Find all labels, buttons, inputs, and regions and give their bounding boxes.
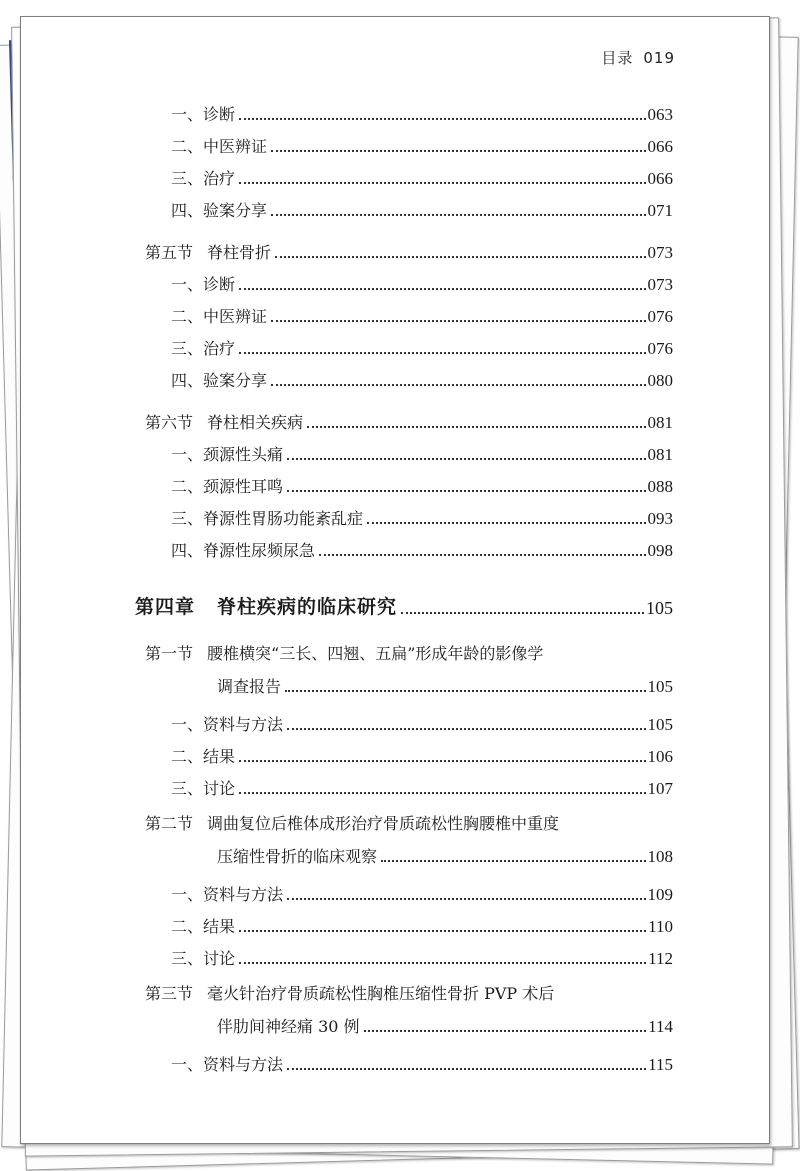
dot-leader (381, 860, 645, 862)
entry-page-number: 063 (647, 105, 673, 124)
toc-entry[interactable] (21, 471, 673, 497)
entry-title: 一、颈源性头痛 (171, 445, 284, 464)
toc-entry[interactable] (21, 439, 673, 465)
entry-page-number: 107 (647, 779, 673, 798)
section-number: 第五节 (145, 243, 194, 262)
dot-leader (271, 214, 645, 216)
entry-page-number: 114 (648, 1017, 673, 1036)
toc-entry[interactable] (21, 535, 673, 561)
entry-title: 四、脊源性尿频尿急 (171, 541, 316, 560)
toc-entry[interactable] (21, 741, 673, 767)
chapter-title (21, 592, 397, 619)
dot-leader (239, 760, 645, 762)
section-number: 第三节 (145, 984, 194, 1003)
dot-leader (287, 898, 645, 900)
entry-page-number: 076 (647, 339, 673, 358)
toc-entry[interactable] (21, 841, 673, 867)
toc-entry[interactable] (21, 1011, 673, 1037)
toc-page (20, 16, 770, 1144)
toc-entry[interactable] (21, 237, 673, 263)
entry-title: 三、讨论 (171, 779, 236, 798)
dot-leader (401, 612, 644, 614)
header-page-number: 019 (643, 49, 675, 67)
dot-leader (239, 352, 645, 354)
entry-title: 三、脊源性胃肠功能紊乱症 (171, 509, 364, 528)
section-name-continued: 伴肋间神经痛 30 例 (217, 1017, 360, 1036)
section-number: 第六节 (145, 413, 194, 432)
section-number: 第一节 (145, 644, 194, 663)
dot-leader (239, 930, 646, 932)
dot-leader (271, 320, 645, 322)
dot-leader (287, 728, 645, 730)
toc-entry[interactable] (21, 879, 673, 905)
dot-leader (239, 792, 645, 794)
entry-title: 一、资料与方法 (171, 1055, 284, 1074)
section-name: 脊柱骨折 (207, 243, 272, 262)
entry-page-number: 098 (647, 541, 673, 560)
toc-entry[interactable] (21, 131, 673, 157)
chapter-name: 脊柱疾病的临床研究 (217, 596, 398, 618)
entry-page-number: 073 (647, 275, 673, 294)
entry-page-number: 080 (647, 371, 673, 390)
header-label: 目录 (601, 49, 634, 67)
entry-title: 三、讨论 (171, 949, 236, 968)
section-name-continued: 调查报告 (217, 677, 282, 696)
chapter-number: 第四章 (135, 596, 196, 618)
toc-entry[interactable] (21, 365, 673, 391)
section-name: 脊柱相关疾病 (207, 413, 304, 432)
section-title[interactable] (145, 981, 554, 1004)
entry-title: 一、资料与方法 (171, 885, 284, 904)
toc-entry[interactable] (21, 301, 673, 327)
toc-entry[interactable] (21, 709, 673, 735)
entry-title: 三、治疗 (171, 169, 236, 188)
entry-title: 二、中医辨证 (171, 137, 268, 156)
toc-entry[interactable] (21, 943, 673, 969)
entry-page-number: 071 (647, 201, 673, 220)
dot-leader (271, 384, 645, 386)
entry-page-number: 076 (647, 307, 673, 326)
entry-page-number: 066 (647, 137, 673, 156)
toc-entry[interactable] (21, 773, 673, 799)
entry-page-number: 115 (648, 1055, 673, 1074)
entry-title: 一、资料与方法 (171, 715, 284, 734)
dot-leader (239, 182, 645, 184)
toc-entry[interactable] (21, 407, 673, 433)
toc-entry[interactable] (21, 671, 673, 697)
section-title (21, 410, 303, 433)
entry-title: 二、颈源性耳鸣 (171, 477, 284, 496)
entry-title: 二、结果 (171, 747, 236, 766)
section-name: 调曲复位后椎体成形治疗骨质疏松性胸腰椎中重度 (207, 814, 560, 833)
section-name-continued: 压缩性骨折的临床观察 (217, 847, 378, 866)
section-title[interactable] (145, 811, 559, 834)
dot-leader (287, 1068, 646, 1070)
section-name: 腰椎横突“三长、四翘、五扁”形成年龄的影像学 (207, 644, 544, 663)
entry-page-number: 105 (646, 598, 673, 618)
toc-entry[interactable] (21, 269, 673, 295)
entry-title: 二、结果 (171, 917, 236, 936)
entry-page-number: 066 (647, 169, 673, 188)
entry-title: 四、验案分享 (171, 371, 268, 390)
entry-page-number: 105 (647, 677, 673, 696)
toc-entry[interactable] (21, 1049, 673, 1075)
section-title[interactable] (145, 641, 543, 664)
entry-title: 二、中医辨证 (171, 307, 268, 326)
entry-title: 四、验案分享 (171, 201, 268, 220)
section-name: 毫火针治疗骨质疏松性胸椎压缩性骨折 PVP 术后 (207, 984, 555, 1003)
entry-page-number: 106 (647, 747, 673, 766)
entry-page-number: 093 (647, 509, 673, 528)
dot-leader (285, 690, 645, 692)
entry-title: 三、治疗 (171, 339, 236, 358)
dot-leader (239, 118, 645, 120)
entry-page-number: 108 (647, 847, 673, 866)
entry-page-number: 081 (647, 413, 673, 432)
entry-page-number: 109 (647, 885, 673, 904)
entry-page-number: 105 (647, 715, 673, 734)
section-title (21, 240, 271, 263)
toc-entry[interactable] (21, 195, 673, 221)
dot-leader (367, 522, 645, 524)
entry-page-number: 073 (647, 243, 673, 262)
toc-entry[interactable] (21, 333, 673, 359)
running-header (601, 47, 675, 68)
chapter-entry[interactable] (21, 593, 673, 619)
toc-entry[interactable] (21, 503, 673, 529)
dot-leader (239, 962, 646, 964)
dot-leader (307, 426, 645, 428)
entry-title: 一、诊断 (171, 275, 236, 294)
entry-page-number: 088 (647, 477, 673, 496)
dot-leader (287, 458, 645, 460)
dot-leader (287, 490, 645, 492)
toc-entry[interactable] (21, 163, 673, 189)
entry-title: 一、诊断 (171, 105, 236, 124)
toc-entry[interactable] (21, 99, 673, 125)
dot-leader (364, 1030, 647, 1032)
entry-page-number: 112 (648, 949, 673, 968)
section-number: 第二节 (145, 814, 194, 833)
dot-leader (239, 288, 645, 290)
dot-leader (275, 256, 645, 258)
dot-leader (319, 554, 645, 556)
entry-page-number: 110 (648, 917, 673, 936)
dot-leader (271, 150, 645, 152)
toc-entry[interactable] (21, 911, 673, 937)
entry-page-number: 081 (647, 445, 673, 464)
